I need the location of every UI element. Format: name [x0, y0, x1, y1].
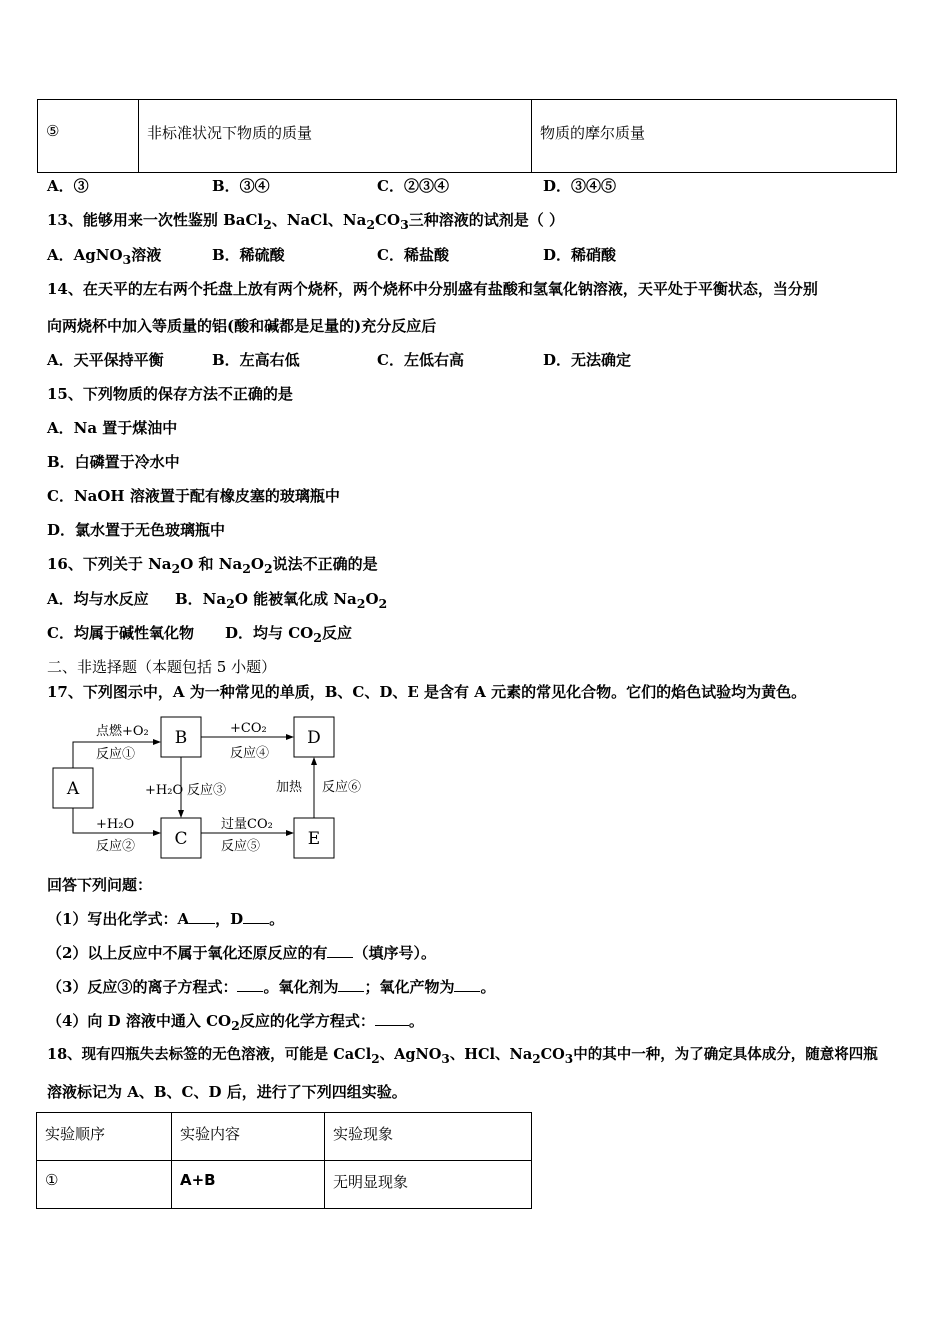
arrowhead-e-to-d	[311, 757, 317, 765]
q14-option-d: D．无法确定	[543, 351, 632, 369]
q15-option-a: A．Na 置于煤油中	[47, 419, 178, 437]
arrowhead-a-to-c	[153, 830, 161, 836]
q13-option-c: C．稀盐酸	[377, 246, 449, 264]
r6-condition: 加热	[276, 780, 303, 795]
node-e-label: E	[307, 829, 321, 849]
q18-row-phenomenon: 无明显现象	[325, 1161, 532, 1209]
q15-option-b: B．白磷置于冷水中	[47, 453, 180, 471]
q18-header-phenomenon: 实验现象	[325, 1113, 532, 1161]
q12-option-b: B．③④	[212, 177, 270, 195]
r4-condition: +CO₂	[230, 721, 267, 736]
q17-stem: 17、下列图示中，A 为一种常见的单质，B、C、D、E 是含有 A 元素的常见化合物。它们的焰色试验均为黄色。	[47, 683, 807, 701]
r5-condition: 过量CO₂	[221, 817, 273, 832]
top-table-col3: 物质的摩尔质量	[532, 100, 897, 173]
arrowhead-a-to-b	[153, 739, 161, 745]
answer-blank[interactable]	[454, 977, 480, 992]
q17-sub2: （2）以上反应中不属于氧化还原反应的有 （填序号）。	[47, 944, 436, 962]
q17-sub4: （4）向 D 溶液中通入 $CO_2$反应的化学方程式： 。	[47, 1012, 424, 1033]
node-c-label: C	[174, 829, 188, 849]
q12-option-d: D．③④⑤	[543, 177, 617, 195]
q14-option-c: C．左低右高	[377, 351, 464, 369]
top-table-col2: 非标准状况下物质的质量	[139, 100, 532, 173]
q14-option-b: B．左高右低	[212, 351, 300, 369]
q18-table-header-row	[37, 1113, 532, 1161]
q17-sub1: （1）写出化学式：A ，D 。	[47, 910, 285, 928]
q14-option-a: A．天平保持平衡	[47, 351, 164, 369]
q13-option-b: B．稀硫酸	[212, 246, 285, 264]
answer-blank[interactable]	[237, 977, 263, 992]
arrowhead-b-to-d	[286, 734, 294, 740]
r6-label: 反应⑥	[322, 780, 362, 795]
section-two-heading: 二、非选择题（本题包括 5 小题）	[47, 658, 277, 676]
answer-blank[interactable]	[375, 1011, 409, 1026]
r1-condition: 点燃+O₂	[96, 724, 149, 739]
arrowhead-b-to-c	[178, 810, 184, 818]
node-d-label: D	[307, 728, 321, 748]
q17-sub3: （3）反应③的离子方程式： 。氧化剂为 ；氧化产物为 。	[47, 978, 496, 996]
r3-label: 反应③	[187, 783, 227, 798]
q16-option-d: D．均与 $CO_2$反应	[225, 624, 352, 645]
q18-row-order: ①	[37, 1161, 172, 1209]
q15-stem: 15、下列物质的保存方法不正确的是	[47, 385, 293, 403]
answer-blank[interactable]	[243, 909, 269, 924]
q15-option-d: D．氯水置于无色玻璃瓶中	[47, 521, 226, 539]
answer-blank[interactable]	[338, 977, 364, 992]
answer-blank[interactable]	[189, 909, 215, 924]
q15-option-c: C．NaOH 溶液置于配有橡皮塞的玻璃瓶中	[47, 487, 340, 505]
q13-option-d: D．稀硝酸	[543, 246, 617, 264]
reaction-diagram	[48, 712, 378, 867]
r3-condition: +H₂O	[145, 783, 184, 798]
q13-stem: 13、能够用来一次性鉴别 BaCl$_2$、NaCl、$Na_2CO_3$三种溶液的试剂是（ ）	[47, 211, 564, 232]
q17-answer-intro: 回答下列问题：	[47, 876, 153, 894]
q16-option-b: B．$Na_2O$ 能被氧化成 $Na_2O_2$	[175, 590, 388, 611]
q16-stem: 16、下列关于 $Na_2O$ 和 $Na_2O_2$说法不正确的是	[47, 555, 378, 576]
top-table-num: ⑤	[38, 100, 139, 173]
node-b-label: B	[174, 728, 188, 748]
r1-label: 反应①	[96, 747, 136, 762]
table-row	[37, 1161, 532, 1209]
q18-table	[36, 1112, 532, 1209]
q14-stem-line1: 14、在天平的左右两个托盘上放有两个烧杯，两个烧杯中分别盛有盐酸和氢氧化钠溶液，天平处于平衡状态，当分别	[47, 280, 818, 298]
q18-header-content: 实验内容	[172, 1113, 325, 1161]
answer-blank[interactable]	[327, 943, 353, 958]
q13-option-a: A．AgNO$_3$溶液	[47, 246, 162, 267]
arrowhead-c-to-e	[286, 830, 294, 836]
q18-header-order: 实验顺序	[37, 1113, 172, 1161]
q16-option-a: A．均与水反应	[47, 590, 149, 608]
node-a-label: A	[66, 779, 80, 799]
r2-condition: +H₂O	[96, 817, 135, 832]
q14-stem-line2: 向两烧杯中加入等质量的铝(酸和碱都是足量的)充分反应后	[47, 317, 437, 335]
q12-option-a: A．③	[47, 177, 89, 195]
r5-label: 反应⑤	[221, 839, 261, 854]
q18-stem-line2: 溶液标记为 A、B、C、D 后，进行了下列四组实验。	[47, 1083, 407, 1101]
r2-label: 反应②	[96, 839, 136, 854]
top-table	[37, 99, 897, 173]
q16-option-c: C．均属于碱性氧化物	[47, 624, 194, 642]
r4-label: 反应④	[230, 746, 270, 761]
q18-row-content: A+B	[172, 1161, 325, 1209]
q12-option-c: C．②③④	[377, 177, 449, 195]
q18-stem-line1: 18、现有四瓶失去标签的无色溶液，可能是 CaCl$_2$、AgNO$_3$、HCl、$Na_2CO_3$中的其中一种，为了确定具体成分，随意将四瓶	[47, 1046, 878, 1066]
